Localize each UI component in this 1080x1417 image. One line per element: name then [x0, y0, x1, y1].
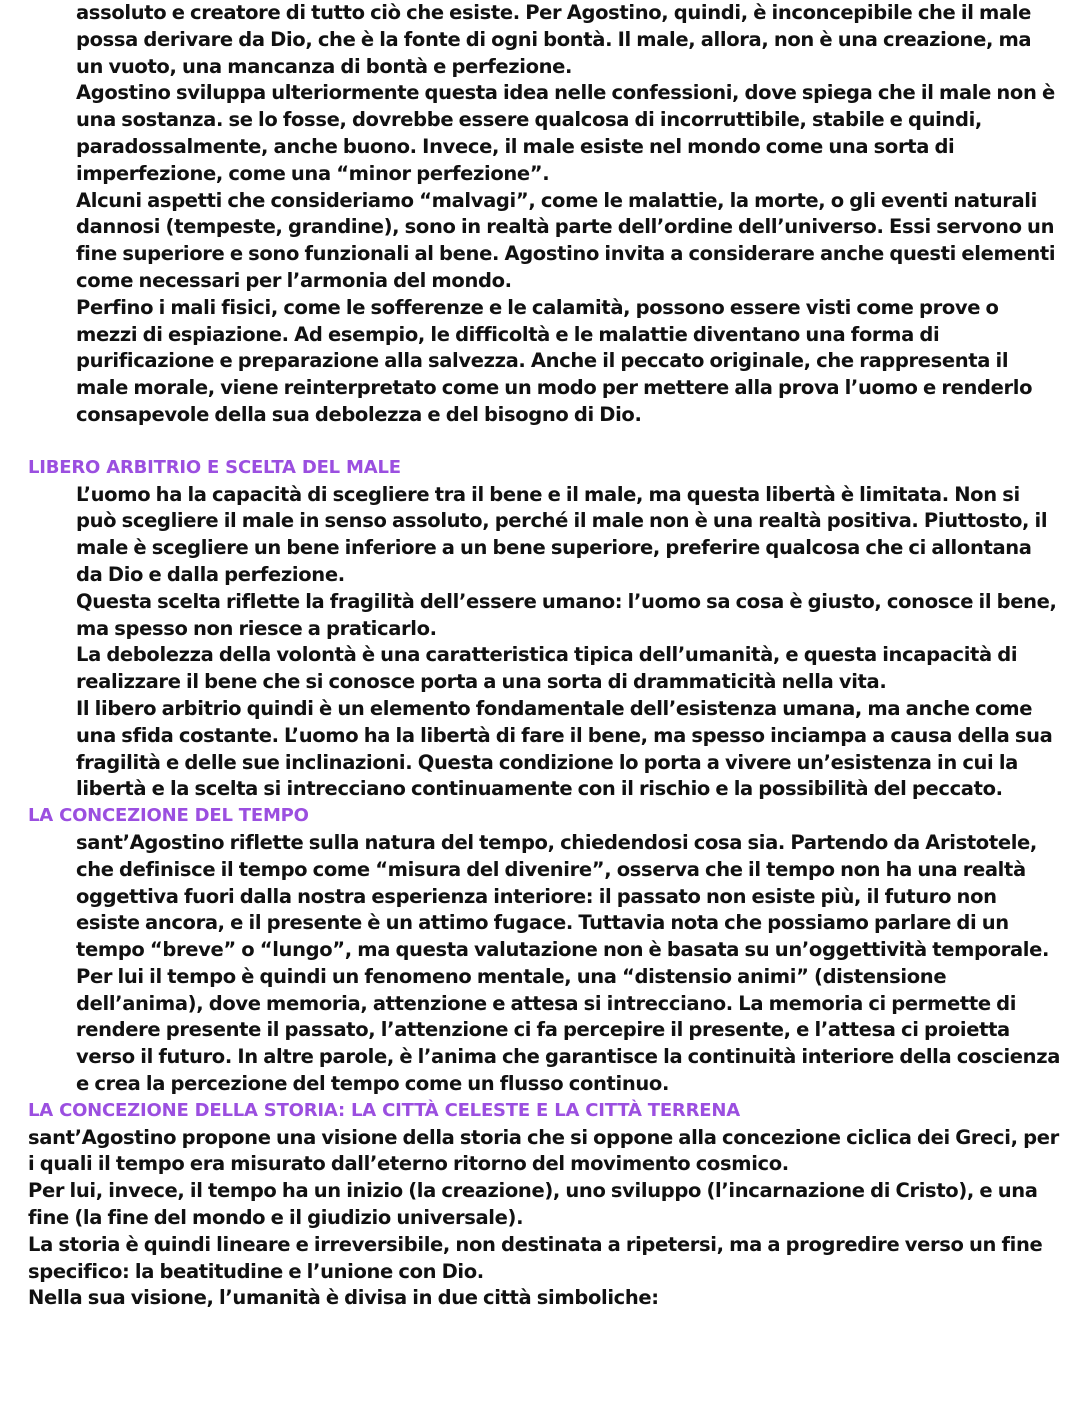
storia-paragraph-4: Nella sua visione, l’umanità è divisa in due città simboliche:: [28, 1286, 659, 1310]
section-heading-libero-arbitrio: LIBERO ARBITRIO E SCELTA DEL MALE: [28, 456, 401, 478]
section-heading-tempo: LA CONCEZIONE DEL TEMPO: [28, 805, 309, 827]
storia-paragraph-1: sant’Agostino propone una visione della storia che si oppone alla concezione ciclica dei Greci, per i quali il tempo era misurato dall’eterno ritorno del movimento cosmico.: [28, 1125, 1059, 1176]
storia-paragraph-2: Per lui, invece, il tempo ha un inizio (la creazione), uno sviluppo (l’incarnazione di Cristo), e una fine (la fine del mondo e il giudizio universale).: [28, 1179, 1038, 1230]
intro-paragraph-3: Alcuni aspetti che consideriamo “malvagi”, come le malattie, la morte, o gli eventi naturali dannosi (tempeste, grandine), sono in realtà parte dell’ordine dell’universo. Essi servono un fine superiore e sono funzionali al bene. Agostino invita a considerare anche questi elementi come necessari per l’armonia del mondo.: [76, 188, 1056, 292]
libero-paragraph-1: L’uomo ha la capacità di scegliere tra il bene e il male, ma questa libertà è limitata. Non si può scegliere il male in senso assoluto, perché il male non è una realtà positiva. Piuttosto, il male è scegliere un bene inferiore a un bene superiore, preferire qualcosa che ci allontana da Dio e dalla perfezione.: [76, 482, 1048, 586]
libero-paragraph-2: Questa scelta riflette la fragilità dell’essere umano: l’uomo sa cosa è giusto, conosce il bene, ma spesso non riesce a praticarlo.: [76, 589, 1057, 640]
tempo-paragraph-2: Per lui il tempo è quindi un fenomeno mentale, una “distensio animi” (distensione dell’anima), dove memoria, attenzione e attesa si intrecciano. La memoria ci permette di rendere presente il passato, l’attenzione ci fa percepire il presente, e l’attesa ci proietta verso il futuro. In altre parole, è l’anima che garantisce la continuità interiore della coscienza e crea la percezione del tempo come un flusso continuo.: [76, 964, 1061, 1096]
libero-paragraph-4: Il libero arbitrio quindi è un elemento fondamentale dell’esistenza umana, ma anche come una sfida costante. L’uomo ha la libertà di fare il bene, ma spesso inciampa a causa della sua fragilità e delle sue inclinazioni. Questa condizione lo porta a vivere un’esistenza in cui la libertà e la scelta si intrecciano continuamente con il rischio e la possibilità del peccato.: [76, 696, 1053, 801]
tempo-paragraph-1: sant’Agostino riflette sulla natura del tempo, chiedendosi cosa sia. Partendo da Aristotele, che definisce il tempo come “misura del divenire”, osserva che il tempo non ha una realtà oggettiva fuori dalla nostra esperienza interiore: il passato non esiste più, il futuro non esiste ancora, e il presente è un attimo fugace. Tuttavia nota che possiamo parlare di un tempo “breve” o “lungo”, ma questa valutazione non è basata su un’oggettività temporale.: [76, 830, 1050, 962]
intro-paragraph-1: assoluto e creatore di tutto ciò che esiste. Per Agostino, quindi, è inconcepibile che il male possa derivare da Dio, che è la fonte di ogni bontà. Il male, allora, non è una creazione, ma un vuoto, una mancanza di bontà e perfezione.: [76, 1, 1032, 78]
storia-paragraph-3: La storia è quindi lineare e irreversibile, non destinata a ripetersi, ma a progredire verso un fine specifico: la beatitudine e l’unione con Dio.: [28, 1232, 1043, 1283]
section-heading-storia: LA CONCEZIONE DELLA STORIA: LA CITTÀ CELESTE E LA CITTÀ TERRENA: [28, 1099, 740, 1121]
libero-paragraph-3: La debolezza della volontà è una caratteristica tipica dell’umanità, e questa incapacità di realizzare il bene che si conosce porta a una sorta di drammaticità nella vita.: [76, 643, 1018, 694]
intro-paragraph-2: Agostino sviluppa ulteriormente questa idea nelle confessioni, dove spiega che il male non è una sostanza. se lo fosse, dovrebbe essere qualcosa di incorruttibile, stabile e quindi, paradossalmente, anche buono. Invece, il male esiste nel mondo come una sorta di imperfezione, come una “minor perfezione”.: [76, 81, 1055, 185]
intro-paragraph-4: Perfino i mali fisici, come le sofferenze e le calamità, possono essere visti come prove o mezzi di espiazione. Ad esempio, le difficoltà e le malattie diventano una forma di purificazione e preparazione alla salvezza. Anche il peccato originale, che rappresenta il male morale, viene reinterpretato come un modo per mettere alla prova l’uomo e renderlo consapevole della sua debolezza e del bisogno di Dio.: [76, 295, 1033, 426]
